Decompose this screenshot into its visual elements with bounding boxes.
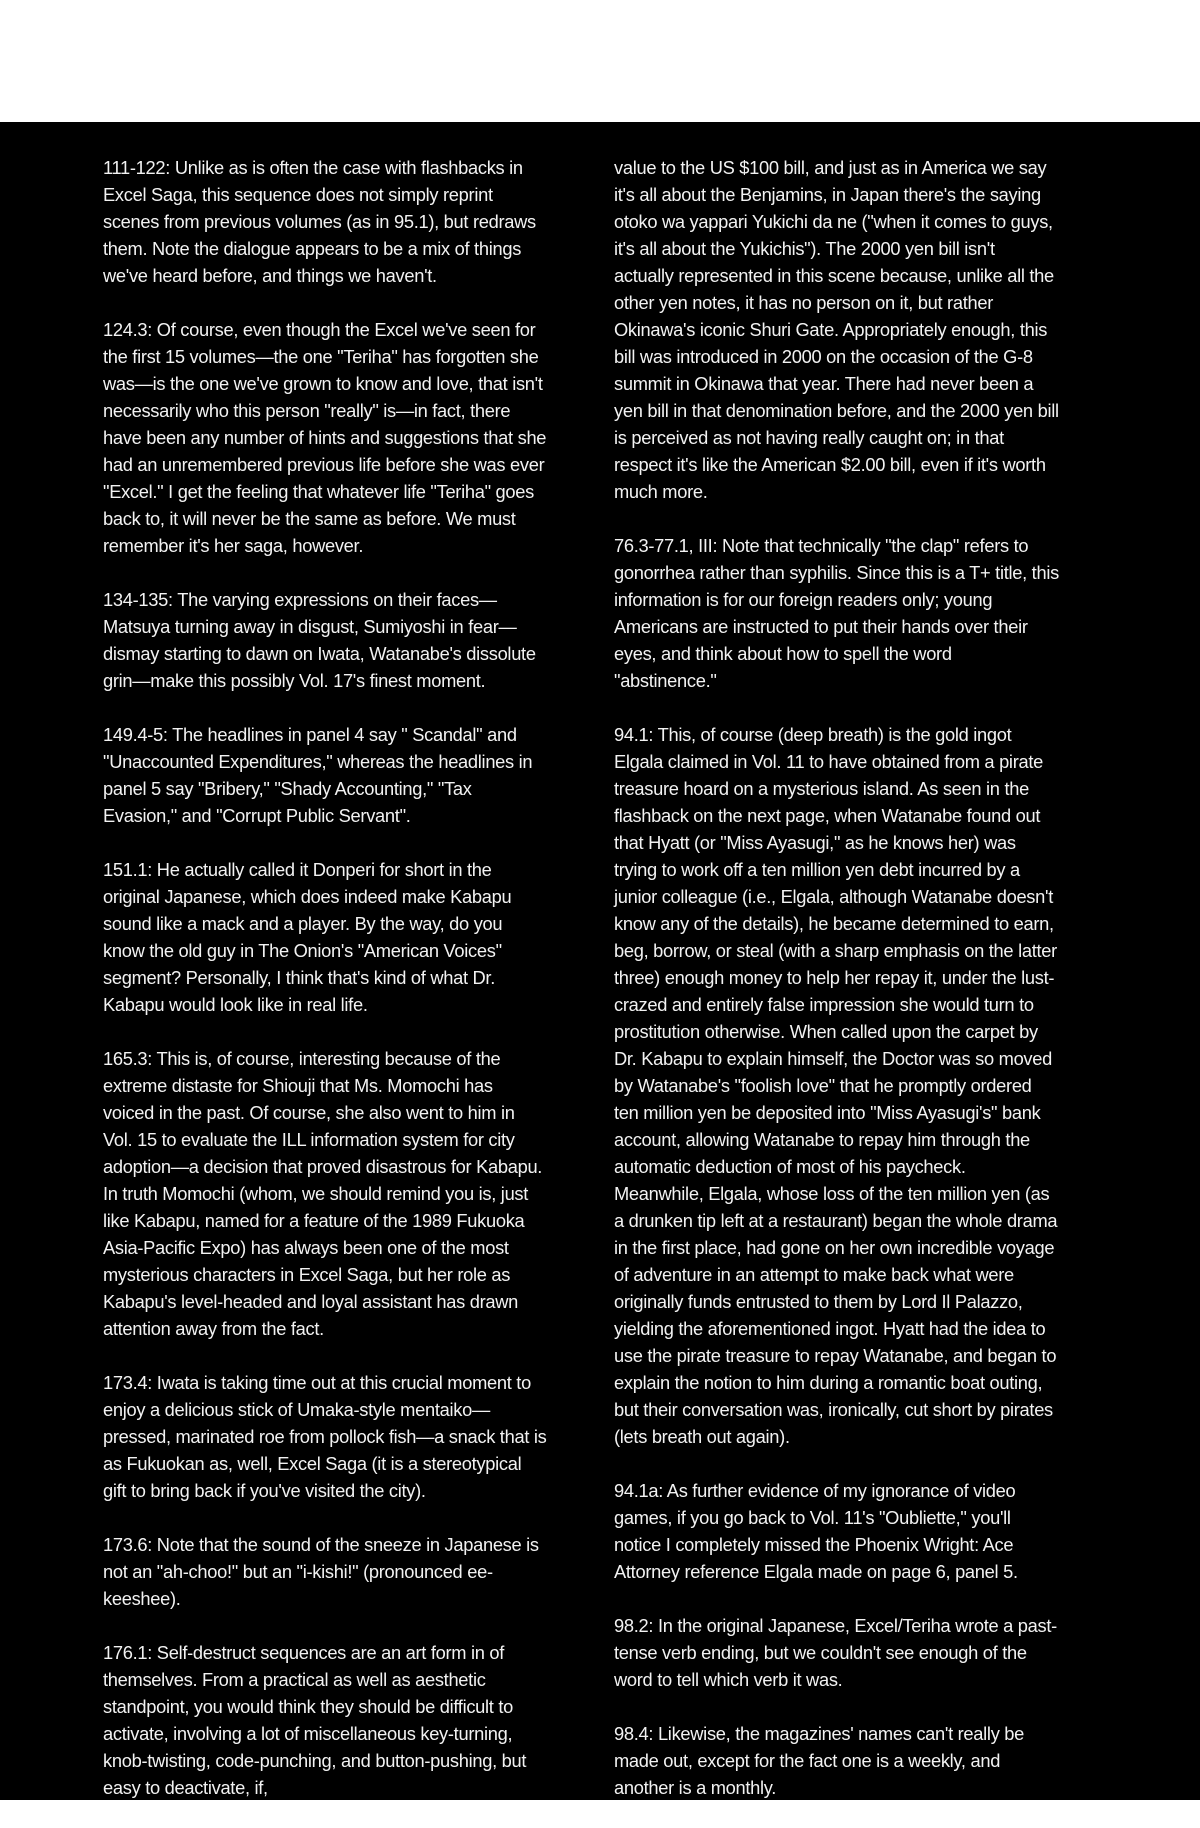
note-165-3: 165.3: This is, of course, interesting because of the extreme distaste for Shiouji that Ms. Momochi has voiced in the past. Of course, she also went to him in Vol. 15 to evaluate the ILL information system for city adoption—a decision that proved disastrous for Kabapu. In truth Momochi (whom, we should remind you is, just like Kabapu, named for a feature of the 1989 Fukuoka Asia-Pacific Expo) has always been one of the most mysterious characters in Excel Saga, but her role as Kabapu's level-headed and loyal assistant has drawn attention away from the fact. [103,1048,543,1339]
note-98-4: 98.4: Likewise, the magazines' names can't really be made out, except for the fact one is a weekly, and another is a monthly. [614,1723,1025,1798]
note-124-3: 124.3: Of course, even though the Excel we've seen for the first 15 volumes—the one "Teriha" has forgotten she was—is the one we've grown to know and love, that isn't necessarily who this person "really" is—in fact, there have been any number of hints and suggestions that she had an unremembered previous life before she was ever "Excel." I get the feeling that whatever life "Teriha" goes back to, it will never be the same as before. We must remember it's her saga, however. [103,319,547,556]
note-176-1: 176.1: Self-destruct sequences are an art form in of themselves. From a practical as well as aesthetic standpoint, you would think they should be difficult to activate, involving a lot of miscellaneous key-turning, knob-twisting, code-punching, and button-pushing, but easy to deactivate, if, [103,1642,527,1798]
left-column [103,154,548,1828]
note-98-2: 98.2: In the original Japanese, Excel/Teriha wrote a past-tense verb ending, but we couldn't see enough of the word to tell which verb it was. [614,1615,1057,1690]
note-111-122: 111-122: Unlike as is often the case with flashbacks in Excel Saga, this sequence does not simply reprint scenes from previous volumes (as in 95.1), but redraws them. Note the dialogue appears to be a mix of things we've heard before, and things we haven't. [103,157,536,286]
note-continued-yen: value to the US $100 bill, and just as in America we say it's all about the Benjamins, in Japan there's the saying otoko wa yappari Yukichi da ne ("when it comes to guys, it's all about the Yukichis"). The 2000 yen bill isn't actually represented in this scene because, unlike all the other yen notes, it has no person on it, but rather Okinawa's iconic Shuri Gate. Appropriately enough, this bill was introduced in 2000 on the occasion of the G-8 summit in Okinawa that year. There had never been a yen bill in that denomination before, and the 2000 yen bill is perceived as not having really caught on; in that respect it's like the American $2.00 bill, even if it's worth much more. [614,157,1059,502]
notes-page [0,122,1200,1800]
note-173-6: 173.6: Note that the sound of the sneeze in Japanese is not an "ah-choo!" but an "i-kishi!" (pronounced ee-keeshee). [103,1534,539,1609]
note-94-1a: 94.1a: As further evidence of my ignorance of video games, if you go back to Vol. 11's "Oubliette," you'll notice I completely missed the Phoenix Wright: Ace Attorney reference Elgala made on page 6, panel 5. [614,1480,1018,1582]
note-76-3-77-1: 76.3-77.1, III: Note that technically "the clap" refers to gonorrhea rather than syphilis. Since this is a T+ title, this information is for our foreign readers only; young Americans are instructed to put their hands over their eyes, and think about how to spell the word "abstinence." [614,535,1059,691]
note-173-4: 173.4: Iwata is taking time out at this crucial moment to enjoy a delicious stick of Umaka-style mentaiko—pressed, marinated roe from pollock fish—a snack that is as Fukuokan as, well, Excel Saga (it is a stereotypical gift to bring back if you've visited the city). [103,1372,547,1501]
note-94-1: 94.1: This, of course (deep breath) is the gold ingot Elgala claimed in Vol. 11 to have obtained from a pirate treasure hoard on a mysterious island. As seen in the flashback on the next page, when Watanabe found out that Hyatt (or "Miss Ayasugi," as he knows her) was trying to work off a ten million yen debt incurred by a junior colleague (i.e., Elgala, although Watanabe doesn't know any of the details), he became determined to earn, beg, borrow, or steal (with a sharp emphasis on the latter three) enough money to help her repay it, under the lust-crazed and entirely false impression she would turn to prostitution otherwise. When called upon the carpet by Dr. Kabapu to explain himself, the Doctor was so moved by Watanabe's "foolish love" that he promptly ordered ten million yen be deposited into "Miss Ayasugi's" bank account, allowing Watanabe to repay him through the automatic deduction of most of his paycheck. Meanwhile, Elgala, whose loss of the ten million yen (as a drunken tip left at a restaurant) began the whole drama in the first place, had gone on her own incredible voyage of adventure in an attempt to make back what were originally funds entrusted to them by Lord Il Palazzo, yielding the aforementioned ingot. Hyatt had the idea to use the pirate treasure to repay Watanabe, and began to explain the notion to him during a romantic boat outing, but their conversation was, ironically, cut short by pirates (lets breath out again). [614,724,1058,1447]
note-134-135: 134-135: The varying expressions on their faces—Matsuya turning away in disgust, Sumiyoshi in fear—dismay starting to dawn on Iwata, Watanabe's dissolute grin—make this possibly Vol. 17's finest moment. [103,589,536,691]
right-column [614,154,1059,1828]
note-149-4-5: 149.4-5: The headlines in panel 4 say " Scandal" and "Unaccounted Expenditures," whereas the headlines in panel 5 say "Bribery," "Shady Accounting," "Tax Evasion," and "Corrupt Public Servant". [103,724,533,826]
note-151-1: 151.1: He actually called it Donperi for short in the original Japanese, which does indeed make Kabapu sound like a mack and a player. By the way, do you know the old guy in The Onion's "American Voices" segment? Personally, I think that's kind of what Dr. Kabapu would look like in real life. [103,859,512,1015]
top-white-margin [0,0,1200,122]
